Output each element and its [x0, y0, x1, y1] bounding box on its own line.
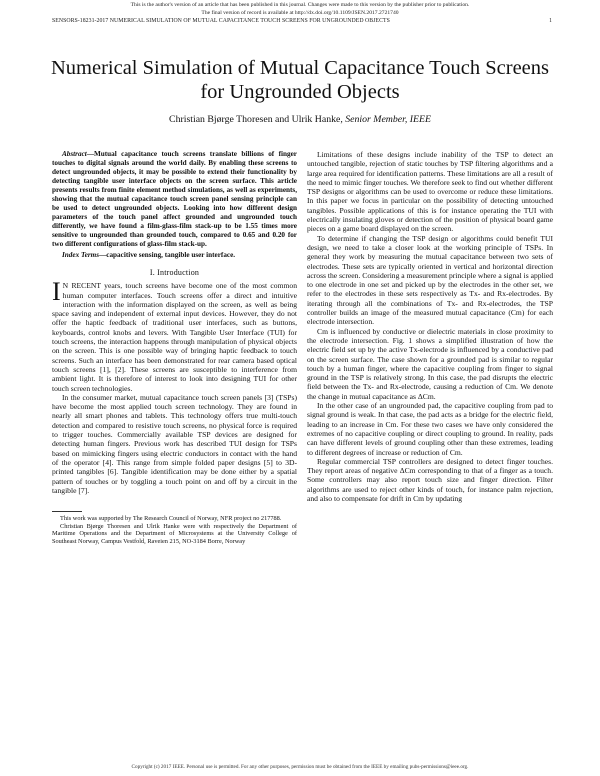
- body-paragraph: Cm is influenced by conductive or dielectric materials in close proximity to the electrode intersection. Fig. 1 shows a simplified illustration of how the electric field set up by the active Tx-electrode is influenced by a conductive pad on the screen surface. The case shown for a grounded pad is similar to regular touch by a human finger, where the capacitive coupling from finger to signal ground in the TSP is relatively strong. In this case, the pad disrupts the electric field between the Tx- and Rx-electrode, causing a reduction of Cm. We denote the change in mutual capacitance as ΔCm.: [307, 326, 553, 401]
- left-column: [52, 150, 297, 546]
- index-terms: [52, 251, 297, 260]
- body-paragraph: Regular commercial TSP controllers are designed to detect finger touches. They report areas of negative ΔCm corresponding to that of a finger as a touch. Some controllers may also report touch size and finger direction. Filter algorithms are used to reject other kinds of touch, for instance palm rejection, and also to compensate for drift in Cm by updating: [307, 456, 553, 503]
- author-membership: Senior Member, IEEE: [345, 114, 431, 125]
- paper-title: Numerical Simulation of Mutual Capacitance Touch Screens for Ungrounded Objects: [50, 57, 550, 103]
- section-heading: I. Introduction: [149, 268, 200, 277]
- abstract-text: —Mutual capacitance touch screens translate billions of finger touches to digital signals around the world daily. By enabling these screens to detect ungrounded objects, it may be possible to extend their functionality by detecting tangible user interface objects on the screen surface. This article presents results from finite element method simulations, as well as experiments, showing that the mutual capacitance touch screen panel sensing principle can be used to detect ungrounded objects. Looking into how different design parameters of the touch panel affect grounded and ungrounded touch differently, we have found a film-glass-film stack-up to be 1.55 times more sensitive to ungrounded than grounded touch, compared to 0.65 and 0.20 for two different configurations of glass-film stack-up.: [52, 150, 297, 248]
- publisher-notice: This is the author's version of an article that has been published in this journal. Changes were made to this version by the publisher prior to publication.: [130, 2, 470, 8]
- intro-paragraph-1-text: N RECENT years, touch screens have become one of the most common human computer interfaces. Touch screens offer a direct and intuitive interaction with the information displayed on the screen, as well as being space saving and independent of external input devices. However, they do not offer the haptic feedback of traditional user interfaces, such as buttons, keyboards, control knobs and levers. With Tangible User Interface (TUI) for touch screens, the interaction happens through manipulation of physical objects on the screen. This is one possible way of bringing haptic feedback to touch screens. Such an interface has been demonstrated for rear camera based optical touch screens [1], [2]. These screens are susceptible to interference from ambient light. It is therefore of interest to look into designing TUI for other touch screen technologies.: [52, 281, 297, 393]
- drop-cap: I: [52, 277, 61, 307]
- abstract-label: Abstract: [62, 150, 87, 158]
- body-paragraph: To determine if changing the TSP design or algorithms could benefit TUI design, we need to take a closer look at the working principle of TSPs. In general they work by measuring the mutual capacitance between two sets of electrodes. These sets are typically oriented in vertical and horizontal direction across the screen. Considering a measurement principle where a signal is applied to one electrode in one set and picked up by the electrodes in the other set, we refer to the electrodes in these sets respectively as Tx- and Rx-electrodes. By iterating through all the combinations of Tx- and Rx-electrodes, the TSP controller builds an image of the measured mutual capacitance (Cm) for each electrode intersection.: [307, 233, 553, 327]
- copyright-footer: Copyright (c) 2017 IEEE. Personal use is permitted. For any other purposes, permission must be obtained from the IEEE by emailing pubs-permissions@ieee.org.: [131, 764, 469, 770]
- index-terms-label: Index Terms: [62, 251, 100, 259]
- index-terms-text: —capacitive sensing, tangible user interface.: [99, 251, 236, 259]
- body-paragraph: In the other case of an ungrounded pad, the capacitive coupling from pad to signal ground is weak. In that case, the pad acts as a bridge for the electric field, leading to an increase in Cm. For these two cases we have only considered the extremes of no capacitive coupling or direct coupling to ground. In reality, pads can have different levels of ground coupling other than these extremes, leading to different degrees of increase or reduction of Cm.: [307, 401, 553, 457]
- footnote-affiliation: Christian Bjørge Thoresen and Ulrik Hanke were with respectively the Department of Maritime Operations and the Department of Microsystems at the University College of Southeast Norway, Campus Vestfold, Raveien 215, NO-3184 Borre, Norway: [52, 522, 297, 545]
- running-head-title: SENSORS-18231-2017 NUMERICAL SIMULATION OF MUTUAL CAPACITANCE TOUCH SCREENS FOR UNGROUNDED OBJECTS: [52, 18, 390, 24]
- doi-notice: The final version of record is available at http://dx.doi.org/10.1109/JSEN.2017.2721740: [201, 10, 399, 16]
- body-paragraph: Limitations of these designs include inability of the TSP to detect an untouched tangible, rejection of static touches by TSP filtering algorithms and a large area required for identification patterns. These limitations are all a result of the need to mimic finger touches. We therefore seek to find out whether different TSP designs or algorithms can be used to overcome or reduce these limitations. In this paper we focus in particular on the possibility of detecting untouched tangibles. Possible applications of this is for instance operating the TUI with electrically insulating gloves or detection of the position of physical board game pieces on a game board displayed on the screen.: [307, 150, 553, 234]
- author-names: Christian Bjørge Thoresen and Ulrik Hanke,: [169, 114, 343, 125]
- footnote-funding: This work was supported by The Research Council of Norway, NFR project no 217788.: [60, 515, 282, 523]
- footnote: [52, 515, 297, 545]
- author-line: [40, 114, 560, 125]
- intro-paragraph-2: In the consumer market, mutual capacitance touch screen panels [3] (TSPs) have become the most applied touch screen technology. They are found in nearly all smart phones and tablets. This technology offers true multi-touch detection and compared to resistive touch screens, no physical force is required to trigger touches. Commercially available TSP devices are designed for detecting human fingers. Previous work has described TUI design for TSPs based on mimicking fingers using electric conductors in contact with the hand of the operator [4]. This range from simple folded paper designs [5] to 3D-printed tangibles [6]. Tangible identification may be done either by a spatial pattern of touches or by toggling a touch point on and off by a circuit in the tangible [7].: [52, 392, 297, 495]
- running-head: [52, 18, 552, 28]
- intro-paragraph-1: [52, 277, 297, 393]
- footnote-divider: [52, 511, 82, 512]
- page-number: 1: [549, 18, 552, 24]
- abstract: [52, 150, 297, 249]
- right-column: [307, 150, 553, 503]
